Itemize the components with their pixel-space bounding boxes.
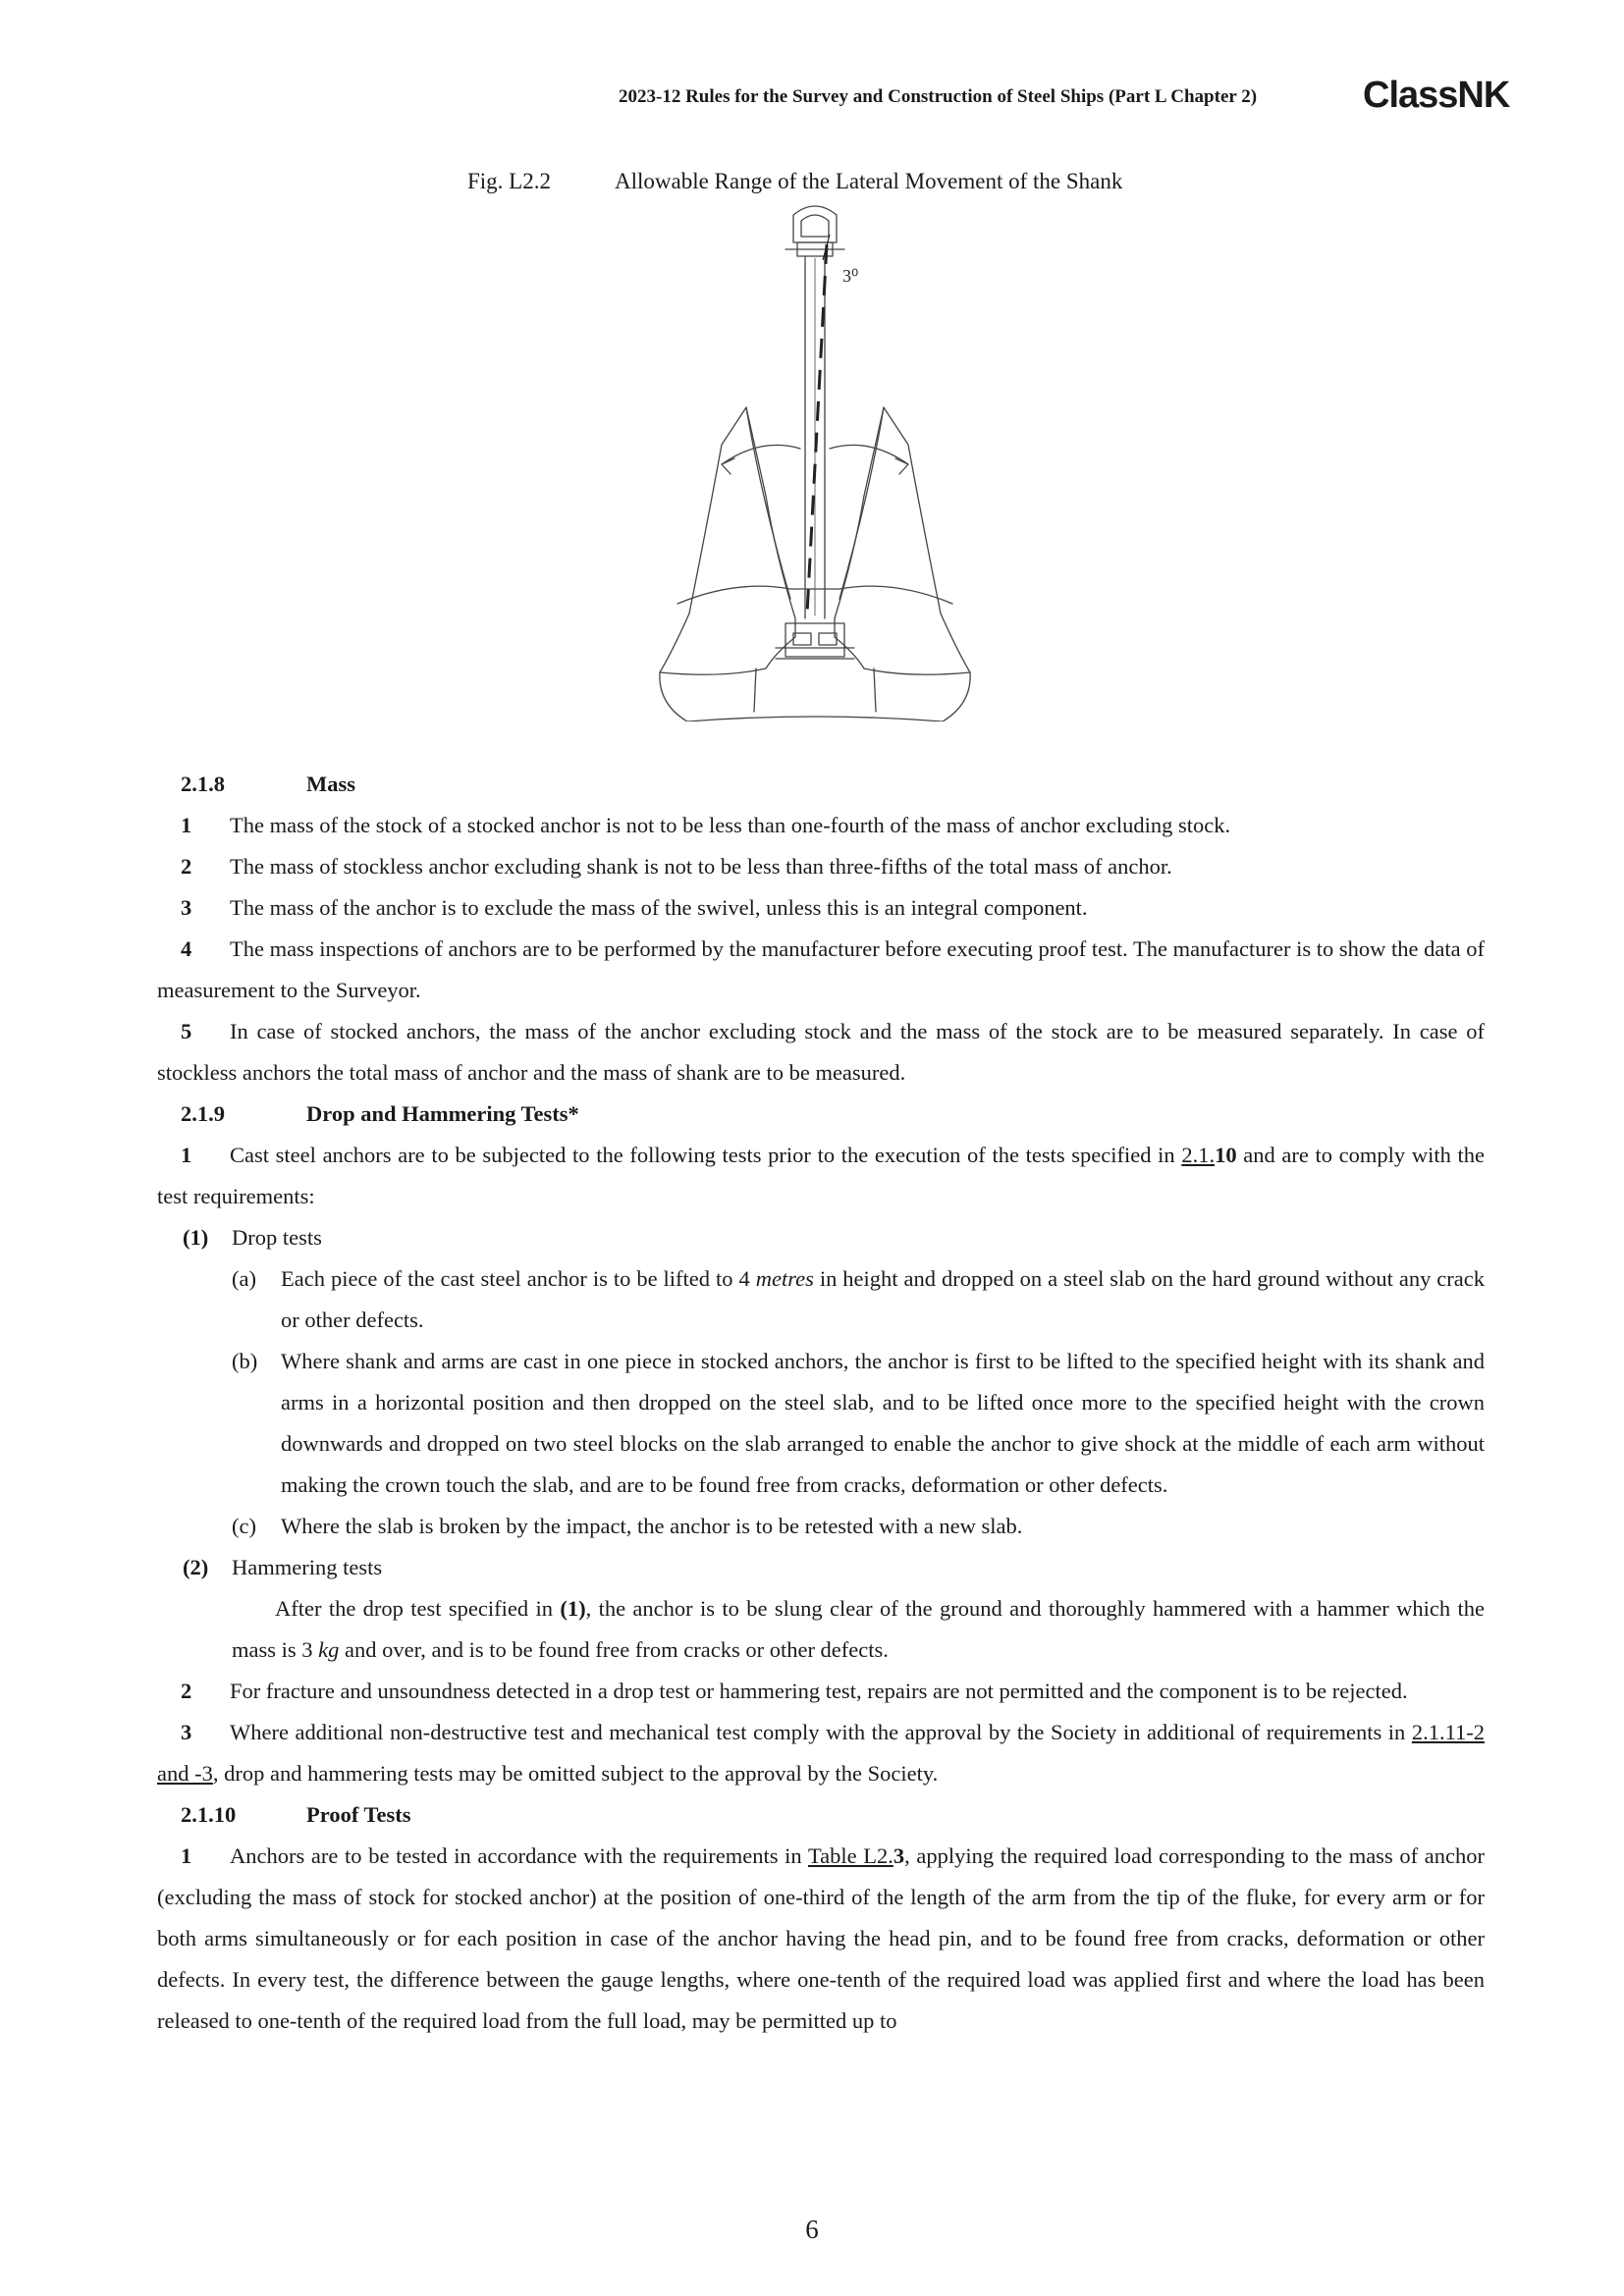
figure-title: Allowable Range of the Lateral Movement of the Shank xyxy=(615,169,1123,193)
paragraph: 1 Anchors are to be tested in accordance with the requirements in Table L2.3, applying the required load corresponding to the mass of anchor (excluding the mass of stock for stocked anchor) at the position of one-third of the length of the arm from the tip of the fluke, for every arm or for both arms simultaneously or for each position in case of the anchor having the head pin, and to be found free from cracks, deformation or other defects. In every test, the difference between the gauge lengths, where one-tenth of the required load was applied first and where the load has been released to one-tenth of the required load from the full load, may be permitted up to xyxy=(157,1843,1485,2033)
sub-item: (b) Where shank and arms are cast in one piece in stocked anchors, the anchor is first to be lifted to the specified height with its shank and arms in a horizontal position and then dropped on the steel slab, and to be lifted once more to the specified height with the crown downwards and dropped on two steel blocks on the slab arranged to enable the anchor to give shock at the middle of each arm without making the crown touch the slab, and are to be found free from cracks, deformation or other defects. xyxy=(232,1349,1485,1497)
paragraph: 3 Where additional non-destructive test and mechanical test comply with the approval by the Society in additional of requirements in 2.1.11-2 and -3, drop and hammering tests may be omitted subject to the approval by the Society. xyxy=(157,1720,1485,1786)
sub-item: (c) Where the slab is broken by the impact, the anchor is to be retested with a new slab. xyxy=(232,1514,1023,1538)
running-header: 2023-12 Rules for the Survey and Construction of Steel Ships (Part L Chapter 2) xyxy=(619,86,1258,107)
section-heading-2-1-9: 2.1.9 Drop and Hammering Tests* xyxy=(181,1101,579,1126)
page-number: 6 xyxy=(805,2215,819,2244)
cross-reference-link[interactable]: 2.1. xyxy=(1181,1143,1216,1167)
table-reference-link[interactable]: Table L2. xyxy=(807,1843,893,1868)
figure-number: Fig. L2.2 xyxy=(467,169,551,193)
document-body xyxy=(157,764,1485,2042)
paragraph: 4 The mass inspections of anchors are to be performed by the manufacturer before executing proof test. The manufacturer is to show the data of measurement to the Surveyor. xyxy=(157,936,1485,1002)
cross-reference-link[interactable]: -3 xyxy=(189,1761,213,1786)
paragraph: After the drop test specified in (1), the anchor is to be slung clear of the ground and thoroughly hammered with a hammer which the mass is 3 kg and over, and is to be found free from cracks or other defects. xyxy=(232,1596,1485,1662)
anchor-figure xyxy=(628,201,982,721)
list-item-hammering-tests: (2) Hammering tests xyxy=(183,1555,383,1579)
angle-label: 3⁰ xyxy=(842,266,859,286)
list-item-drop-tests: (1) Drop tests xyxy=(183,1225,322,1250)
section-heading-2-1-10: 2.1.10 Proof Tests xyxy=(181,1802,411,1827)
paragraph: 1 Cast steel anchors are to be subjected to the following tests prior to the execution of the tests specified in 2.1.10 and are to comply with the test requirements: xyxy=(157,1143,1485,1208)
sub-item: (a) Each piece of the cast steel anchor is to be lifted to 4 metres in height and dropped on a steel slab on the hard ground without any crack or other defects. xyxy=(232,1266,1485,1332)
cross-reference-link[interactable]: 2.1.11-2 xyxy=(1411,1720,1485,1744)
section-heading-2-1-8: 2.1.8 Mass xyxy=(181,772,355,796)
paragraph: 1 The mass of the stock of a stocked anchor is not to be less than one-fourth of the mass of anchor excluding stock. xyxy=(181,813,1231,837)
paragraph: 5 In case of stocked anchors, the mass of the anchor excluding stock and the mass of the stock are to be measured separately. In case of stockless anchors the total mass of anchor and the mass of shank are to be measured. xyxy=(157,1019,1485,1085)
paragraph: 2 For fracture and unsoundness detected in a drop test or hammering test, repairs are not permitted and the component is to be rejected. xyxy=(181,1679,1408,1703)
classnk-logo: ClassNK xyxy=(1363,75,1510,116)
paragraph: 3 The mass of the anchor is to exclude the mass of the swivel, unless this is an integral component. xyxy=(181,895,1088,920)
paragraph: 2 The mass of stockless anchor excluding shank is not to be less than three-fifths of the total mass of anchor. xyxy=(181,854,1172,879)
anchor-drawing xyxy=(628,201,982,721)
